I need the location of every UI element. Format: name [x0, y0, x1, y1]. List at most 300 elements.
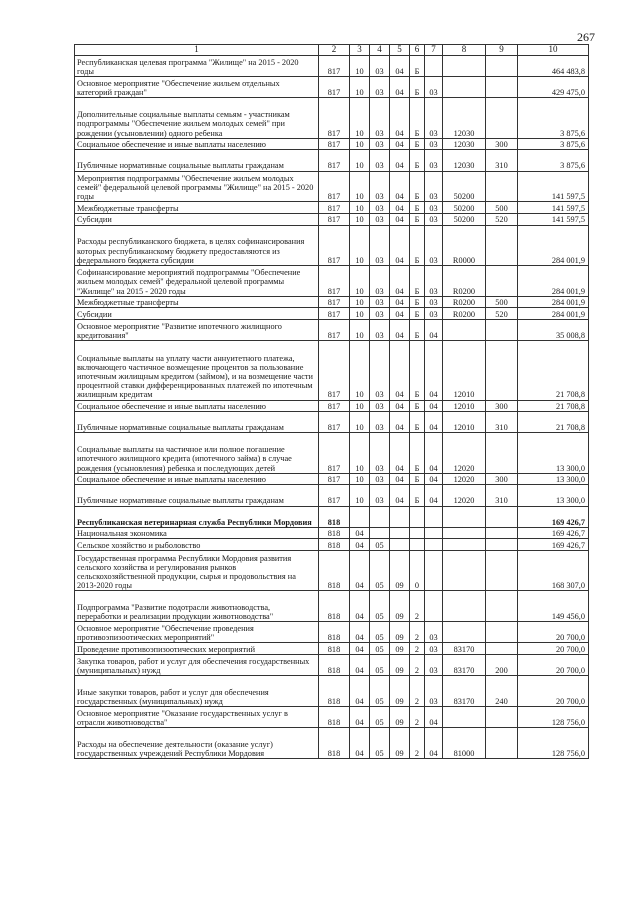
- expense-type-cell: [486, 225, 518, 265]
- subsection-cell: 03: [370, 400, 390, 412]
- expense-type-cell: [486, 265, 518, 296]
- header-cell: 7: [425, 45, 443, 56]
- expense-type-cell: [486, 527, 518, 539]
- event-cell: 04: [425, 473, 443, 485]
- event-cell: 03: [425, 654, 443, 675]
- amount-cell: 141 597,5: [518, 171, 589, 202]
- grbs-cell: 818: [319, 539, 350, 551]
- expense-type-cell: [486, 98, 518, 138]
- expense-type-cell: [486, 591, 518, 622]
- subprogram-cell: 2: [410, 591, 425, 622]
- subprogram-cell: Б: [410, 150, 425, 171]
- grbs-cell: 818: [319, 506, 350, 527]
- grbs-cell: 817: [319, 213, 350, 225]
- program-cell: 04: [390, 213, 410, 225]
- subsection-cell: 05: [370, 591, 390, 622]
- program-cell: 04: [390, 473, 410, 485]
- subprogram-cell: Б: [410, 213, 425, 225]
- subprogram-cell: Б: [410, 225, 425, 265]
- row-name-cell: Социальные выплаты на частичное или полное погашение ипотечного жилищного кредита (ипотечного займа) в случае рождения (усыновления) ребенка и последующих детей: [75, 433, 319, 473]
- direction-cell: 12020: [443, 473, 486, 485]
- direction-cell: 83170: [443, 676, 486, 707]
- program-cell: 04: [390, 412, 410, 433]
- section-cell: 10: [350, 202, 370, 214]
- program-cell: 04: [390, 296, 410, 308]
- header-cell: 9: [486, 45, 518, 56]
- subprogram-cell: 2: [410, 654, 425, 675]
- amount-cell: 3 875,6: [518, 150, 589, 171]
- grbs-cell: 818: [319, 676, 350, 707]
- event-cell: 04: [425, 341, 443, 401]
- program-cell: 04: [390, 202, 410, 214]
- direction-cell: 50200: [443, 213, 486, 225]
- row-name-cell: Дополнительные социальные выплаты семьям - участникам подпрограммы "Обеспечение жильем молодых семей" при рождении (усыновлении) одного ребенка: [75, 98, 319, 138]
- table-row: [75, 706, 589, 727]
- program-cell: 09: [390, 643, 410, 655]
- grbs-cell: 817: [319, 265, 350, 296]
- subsection-cell: 03: [370, 341, 390, 401]
- grbs-cell: 817: [319, 485, 350, 506]
- row-name-cell: Софинансирование мероприятий подпрограммы "Обеспечение жильем молодых семей" федеральной целевой программы "Жилище" на 2015 - 2020 годы: [75, 265, 319, 296]
- subprogram-cell: Б: [410, 265, 425, 296]
- subsection-cell: 03: [370, 308, 390, 320]
- amount-cell: 168 307,0: [518, 551, 589, 591]
- amount-cell: 464 483,8: [518, 56, 589, 77]
- grbs-cell: 818: [319, 728, 350, 759]
- expense-type-cell: 500: [486, 296, 518, 308]
- subsection-cell: 03: [370, 150, 390, 171]
- subprogram-cell: Б: [410, 296, 425, 308]
- expense-type-cell: [486, 171, 518, 202]
- event-cell: 03: [425, 643, 443, 655]
- grbs-cell: 817: [319, 138, 350, 150]
- row-name-cell: Проведение противоэпизоотических мероприятий: [75, 643, 319, 655]
- row-name-cell: Субсидии: [75, 213, 319, 225]
- direction-cell: 50200: [443, 171, 486, 202]
- subprogram-cell: Б: [410, 98, 425, 138]
- amount-cell: 141 597,5: [518, 202, 589, 214]
- subprogram-cell: Б: [410, 202, 425, 214]
- row-name-cell: Республиканская ветеринарная служба Республики Мордовия: [75, 506, 319, 527]
- grbs-cell: 818: [319, 654, 350, 675]
- expense-type-cell: 300: [486, 400, 518, 412]
- expense-type-cell: [486, 433, 518, 473]
- program-cell: 04: [390, 485, 410, 506]
- amount-cell: 21 708,8: [518, 412, 589, 433]
- header-cell: 2: [319, 45, 350, 56]
- expense-type-cell: 520: [486, 308, 518, 320]
- table-row: [75, 433, 589, 473]
- amount-cell: 169 426,7: [518, 527, 589, 539]
- amount-cell: 169 426,7: [518, 539, 589, 551]
- section-cell: 04: [350, 551, 370, 591]
- header-cell: 3: [350, 45, 370, 56]
- table-row: [75, 77, 589, 98]
- direction-cell: [443, 56, 486, 77]
- expense-type-cell: [486, 56, 518, 77]
- amount-cell: 149 456,0: [518, 591, 589, 622]
- header-cell: 6: [410, 45, 425, 56]
- grbs-cell: 817: [319, 412, 350, 433]
- section-cell: 10: [350, 171, 370, 202]
- direction-cell: 83170: [443, 654, 486, 675]
- table-header-row: [75, 45, 589, 56]
- subsection-cell: 03: [370, 433, 390, 473]
- subprogram-cell: 0: [410, 551, 425, 591]
- program-cell: 04: [390, 171, 410, 202]
- event-cell: 04: [425, 433, 443, 473]
- expense-type-cell: [486, 77, 518, 98]
- table-body: [75, 56, 589, 759]
- subsection-cell: 03: [370, 171, 390, 202]
- program-cell: 04: [390, 98, 410, 138]
- subsection-cell: 05: [370, 643, 390, 655]
- row-name-cell: Публичные нормативные социальные выплаты гражданам: [75, 485, 319, 506]
- table-row: [75, 150, 589, 171]
- direction-cell: R0000: [443, 225, 486, 265]
- grbs-cell: 818: [319, 591, 350, 622]
- program-cell: 04: [390, 308, 410, 320]
- section-cell: 10: [350, 98, 370, 138]
- direction-cell: 12030: [443, 98, 486, 138]
- section-cell: 04: [350, 676, 370, 707]
- subsection-cell: 05: [370, 654, 390, 675]
- subprogram-cell: 2: [410, 728, 425, 759]
- subsection-cell: 05: [370, 706, 390, 727]
- subsection-cell: 05: [370, 622, 390, 643]
- grbs-cell: 817: [319, 77, 350, 98]
- subprogram-cell: Б: [410, 138, 425, 150]
- event-cell: 03: [425, 202, 443, 214]
- row-name-cell: Основное мероприятие "Обеспечение проведения противоэпизоотических мероприятий": [75, 622, 319, 643]
- row-name-cell: Закупка товаров, работ и услуг для обеспечения государственных (муниципальных) нужд: [75, 654, 319, 675]
- direction-cell: [443, 527, 486, 539]
- program-cell: 09: [390, 706, 410, 727]
- row-name-cell: Основное мероприятие "Обеспечение жильем отдельных категорий граждан": [75, 77, 319, 98]
- row-name-cell: Межбюджетные трансферты: [75, 202, 319, 214]
- table-row: [75, 643, 589, 655]
- subsection-cell: 03: [370, 265, 390, 296]
- section-cell: 10: [350, 341, 370, 401]
- table-row: [75, 225, 589, 265]
- row-name-cell: Социальное обеспечение и иные выплаты населению: [75, 138, 319, 150]
- event-cell: 03: [425, 171, 443, 202]
- table-row: [75, 213, 589, 225]
- row-name-cell: Социальное обеспечение и иные выплаты населению: [75, 473, 319, 485]
- direction-cell: [443, 622, 486, 643]
- grbs-cell: 817: [319, 56, 350, 77]
- subprogram-cell: [410, 527, 425, 539]
- program-cell: 09: [390, 591, 410, 622]
- program-cell: 04: [390, 319, 410, 340]
- section-cell: 10: [350, 296, 370, 308]
- table-row: [75, 341, 589, 401]
- amount-cell: 20 700,0: [518, 643, 589, 655]
- program-cell: [390, 506, 410, 527]
- program-cell: [390, 539, 410, 551]
- section-cell: 10: [350, 213, 370, 225]
- subprogram-cell: Б: [410, 412, 425, 433]
- section-cell: 10: [350, 308, 370, 320]
- program-cell: 04: [390, 138, 410, 150]
- expense-type-cell: [486, 706, 518, 727]
- subsection-cell: 03: [370, 202, 390, 214]
- direction-cell: 12020: [443, 433, 486, 473]
- event-cell: [425, 591, 443, 622]
- subprogram-cell: Б: [410, 171, 425, 202]
- direction-cell: 12010: [443, 341, 486, 401]
- event-cell: 04: [425, 319, 443, 340]
- direction-cell: 50200: [443, 202, 486, 214]
- grbs-cell: 818: [319, 706, 350, 727]
- event-cell: 04: [425, 400, 443, 412]
- program-cell: 09: [390, 728, 410, 759]
- section-cell: [350, 506, 370, 527]
- subprogram-cell: Б: [410, 485, 425, 506]
- amount-cell: 35 008,8: [518, 319, 589, 340]
- grbs-cell: 817: [319, 400, 350, 412]
- subprogram-cell: Б: [410, 77, 425, 98]
- direction-cell: 83170: [443, 643, 486, 655]
- section-cell: 04: [350, 591, 370, 622]
- event-cell: [425, 539, 443, 551]
- amount-cell: 128 756,0: [518, 706, 589, 727]
- subsection-cell: 03: [370, 485, 390, 506]
- subsection-cell: 03: [370, 98, 390, 138]
- section-cell: 10: [350, 150, 370, 171]
- row-name-cell: Субсидии: [75, 308, 319, 320]
- event-cell: 03: [425, 98, 443, 138]
- event-cell: 03: [425, 308, 443, 320]
- program-cell: 04: [390, 400, 410, 412]
- expense-type-cell: [486, 506, 518, 527]
- subprogram-cell: Б: [410, 400, 425, 412]
- table-row: [75, 400, 589, 412]
- section-cell: 10: [350, 77, 370, 98]
- row-name-cell: Расходы республиканского бюджета, в целях софинансирования которых республиканскому бюджету предоставляются из федерального бюджета субсидии: [75, 225, 319, 265]
- expense-type-cell: [486, 341, 518, 401]
- row-name-cell: Основное мероприятие "Развитие ипотечного жилищного кредитования": [75, 319, 319, 340]
- amount-cell: 20 700,0: [518, 676, 589, 707]
- direction-cell: R0200: [443, 308, 486, 320]
- subsection-cell: 05: [370, 676, 390, 707]
- table-row: [75, 202, 589, 214]
- expense-type-cell: 200: [486, 654, 518, 675]
- event-cell: 04: [425, 485, 443, 506]
- direction-cell: 12020: [443, 485, 486, 506]
- grbs-cell: 817: [319, 319, 350, 340]
- subsection-cell: 05: [370, 728, 390, 759]
- grbs-cell: 817: [319, 150, 350, 171]
- program-cell: 09: [390, 551, 410, 591]
- program-cell: 04: [390, 225, 410, 265]
- table-row: [75, 539, 589, 551]
- section-cell: 04: [350, 706, 370, 727]
- section-cell: 10: [350, 433, 370, 473]
- grbs-cell: 818: [319, 622, 350, 643]
- subsection-cell: 03: [370, 412, 390, 433]
- direction-cell: [443, 319, 486, 340]
- subsection-cell: 03: [370, 319, 390, 340]
- section-cell: 04: [350, 643, 370, 655]
- header-cell: 5: [390, 45, 410, 56]
- section-cell: 10: [350, 412, 370, 433]
- event-cell: [425, 527, 443, 539]
- subprogram-cell: Б: [410, 319, 425, 340]
- row-name-cell: Расходы на обеспечение деятельности (оказание услуг) государственных учреждений Республики Мордовия: [75, 728, 319, 759]
- subsection-cell: 05: [370, 551, 390, 591]
- subprogram-cell: Б: [410, 473, 425, 485]
- header-cell: 1: [75, 45, 319, 56]
- grbs-cell: 817: [319, 296, 350, 308]
- table-row: [75, 654, 589, 675]
- expense-type-cell: [486, 643, 518, 655]
- grbs-cell: 817: [319, 225, 350, 265]
- direction-cell: [443, 551, 486, 591]
- expense-type-cell: 310: [486, 150, 518, 171]
- amount-cell: 3 875,6: [518, 138, 589, 150]
- grbs-cell: 817: [319, 202, 350, 214]
- row-name-cell: Подпрограмма "Развитие подотрасли животноводства, переработки и реализации продукции животноводства": [75, 591, 319, 622]
- direction-cell: R0200: [443, 265, 486, 296]
- direction-cell: [443, 591, 486, 622]
- row-name-cell: Публичные нормативные социальные выплаты гражданам: [75, 150, 319, 171]
- event-cell: [425, 551, 443, 591]
- table-row: [75, 473, 589, 485]
- header-cell: 4: [370, 45, 390, 56]
- expense-type-cell: 300: [486, 138, 518, 150]
- section-cell: 04: [350, 527, 370, 539]
- amount-cell: 169 426,7: [518, 506, 589, 527]
- table-row: [75, 728, 589, 759]
- table-row: [75, 56, 589, 77]
- subsection-cell: 03: [370, 138, 390, 150]
- amount-cell: 21 708,8: [518, 400, 589, 412]
- section-cell: 10: [350, 400, 370, 412]
- header-cell: 8: [443, 45, 486, 56]
- grbs-cell: 817: [319, 433, 350, 473]
- header-cell: 10: [518, 45, 589, 56]
- subprogram-cell: Б: [410, 433, 425, 473]
- direction-cell: 81000: [443, 728, 486, 759]
- program-cell: [390, 527, 410, 539]
- event-cell: [425, 506, 443, 527]
- program-cell: 09: [390, 676, 410, 707]
- section-cell: 10: [350, 319, 370, 340]
- event-cell: 03: [425, 77, 443, 98]
- subsection-cell: 05: [370, 539, 390, 551]
- amount-cell: 284 001,9: [518, 296, 589, 308]
- program-cell: 04: [390, 150, 410, 171]
- row-name-cell: Иные закупки товаров, работ и услуг для обеспечения государственных (муниципальных) нужд: [75, 676, 319, 707]
- grbs-cell: 817: [319, 341, 350, 401]
- section-cell: 10: [350, 265, 370, 296]
- grbs-cell: 818: [319, 643, 350, 655]
- table-row: [75, 319, 589, 340]
- direction-cell: 12010: [443, 400, 486, 412]
- table-row: [75, 138, 589, 150]
- amount-cell: 284 001,9: [518, 225, 589, 265]
- grbs-cell: 817: [319, 473, 350, 485]
- row-name-cell: Сельское хозяйство и рыболовство: [75, 539, 319, 551]
- section-cell: 04: [350, 539, 370, 551]
- amount-cell: 284 001,9: [518, 265, 589, 296]
- expense-type-cell: 240: [486, 676, 518, 707]
- section-cell: 04: [350, 622, 370, 643]
- expense-type-cell: [486, 539, 518, 551]
- subsection-cell: 03: [370, 225, 390, 265]
- direction-cell: [443, 539, 486, 551]
- grbs-cell: 818: [319, 527, 350, 539]
- direction-cell: [443, 706, 486, 727]
- amount-cell: 429 475,0: [518, 77, 589, 98]
- subprogram-cell: [410, 539, 425, 551]
- budget-table: [74, 44, 589, 759]
- row-name-cell: Республиканская целевая программа "Жилище" на 2015 - 2020 годы: [75, 56, 319, 77]
- grbs-cell: 817: [319, 171, 350, 202]
- row-name-cell: Социальные выплаты на уплату части аннуитетного платежа, включающего частичное возмещение процентов за пользование ипотечным жилищным кредитом (займом), и на возмещение части процентной ставки дифференцированных платежей по ипотечным жилищным кредитам: [75, 341, 319, 401]
- subsection-cell: [370, 527, 390, 539]
- amount-cell: 20 700,0: [518, 654, 589, 675]
- grbs-cell: 818: [319, 551, 350, 591]
- expense-type-cell: [486, 551, 518, 591]
- event-cell: 04: [425, 706, 443, 727]
- direction-cell: 12010: [443, 412, 486, 433]
- event-cell: 03: [425, 150, 443, 171]
- table-row: [75, 527, 589, 539]
- program-cell: 04: [390, 56, 410, 77]
- grbs-cell: 817: [319, 308, 350, 320]
- expense-type-cell: 300: [486, 473, 518, 485]
- amount-cell: 21 708,8: [518, 341, 589, 401]
- amount-cell: 128 756,0: [518, 728, 589, 759]
- direction-cell: 12030: [443, 138, 486, 150]
- subprogram-cell: Б: [410, 56, 425, 77]
- amount-cell: 141 597,5: [518, 213, 589, 225]
- program-cell: 09: [390, 622, 410, 643]
- subprogram-cell: 2: [410, 622, 425, 643]
- table-row: [75, 506, 589, 527]
- section-cell: 10: [350, 473, 370, 485]
- direction-cell: R0200: [443, 296, 486, 308]
- subprogram-cell: 2: [410, 706, 425, 727]
- direction-cell: [443, 506, 486, 527]
- event-cell: [425, 56, 443, 77]
- table-row: [75, 676, 589, 707]
- subprogram-cell: Б: [410, 341, 425, 401]
- section-cell: 10: [350, 56, 370, 77]
- subsection-cell: 03: [370, 213, 390, 225]
- event-cell: 04: [425, 412, 443, 433]
- row-name-cell: Публичные нормативные социальные выплаты гражданам: [75, 412, 319, 433]
- section-cell: 10: [350, 138, 370, 150]
- expense-type-cell: 310: [486, 485, 518, 506]
- expense-type-cell: [486, 622, 518, 643]
- subsection-cell: [370, 506, 390, 527]
- row-name-cell: Межбюджетные трансферты: [75, 296, 319, 308]
- table-row: [75, 296, 589, 308]
- section-cell: 04: [350, 728, 370, 759]
- amount-cell: 20 700,0: [518, 622, 589, 643]
- subprogram-cell: 2: [410, 676, 425, 707]
- direction-cell: 12030: [443, 150, 486, 171]
- subsection-cell: 03: [370, 473, 390, 485]
- event-cell: 03: [425, 265, 443, 296]
- event-cell: 03: [425, 676, 443, 707]
- expense-type-cell: [486, 728, 518, 759]
- subprogram-cell: [410, 506, 425, 527]
- page-number: 267: [577, 30, 595, 44]
